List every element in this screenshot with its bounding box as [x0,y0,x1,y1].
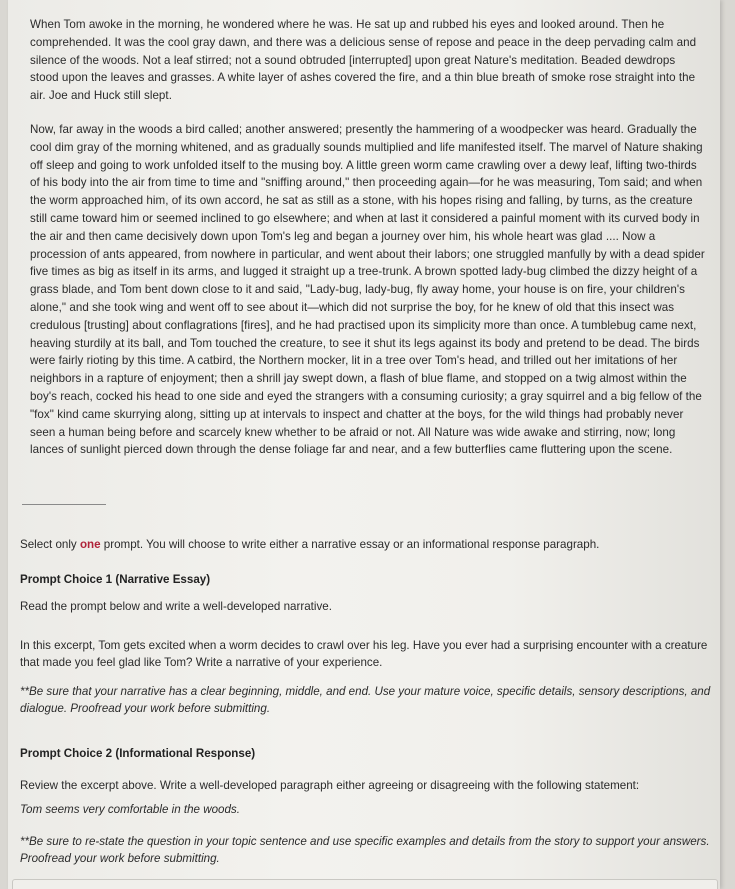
instructions-highlight: one [79,538,101,551]
excerpt-paragraph-1: When Tom awoke in the morning, he wondered where he was. He sat up and rubbed his eyes and looked around. Then he comprehended. It was the cool gray dawn, and there was a delicious sense of repose and peace in the deep pervading calm and silence of the woods. Not a leaf stirred; not a sound obtruded [interrupted] upon great Nature's meditation. Beaded dewdrops stood upon the leaves and grasses. A white layer of ashes covered the fire, and a thin blue breath of smoke rose straight into the air. Joe and Huck still slept. [30,18,697,103]
prompt2-note: **Be sure to re-state the question in your topic sentence and use specific examples and details from the story to support your answers. Proofread your work before submitting. [20,835,710,865]
prompt1-note: **Be sure that your narrative has a clear beginning, middle, and end. Use your mature voice, specific details, sensory descriptions, and dialogue. Proofread your work before submitting. [20,685,711,715]
story-excerpt [30,16,706,459]
excerpt-paragraph-2: Now, far away in the woods a bird called; another answered; presently the hammering of a woodpecker was heard. Gradually the cool dim gray of the morning whitened, and as gradually sounds multiplied and life manifested itself. The marvel of Nature shaking off sleep and going to work unfolded itself to the musing boy. A little green worm came crawling over a dewy leaf, lifting two-thirds of his body into the air from time to time and "sniffing around," then proceeding again—for he was measuring, Tom said; and when the worm approached him, of its own accord, he sat as still as a stone, with his hopes rising and falling, by turns, as the creature still came toward him or seemed inclined to go elsewhere; and when at last it considered a painful moment with its curved body in the air and then came decisively down upon Tom's leg and began a journey over him, his whole heart was glad .... Now a procession of ants appeared, from nowhere in particular, and went about their labors; one struggled manfully by with a dead spider five times as big as itself in its arms, and lugged it straight up a tree-trunk. A brown spotted lady-bug climbed the dizzy height of a grass blade, and Tom bent down close to it and said, "Lady-bug, lady-bug, fly away home, your house is on fire, your children's alone," and she took wing and went off to see about it—which did not surprise the boy, for he knew of old that this insect was credulous [trusting] about conflagrations [fires], and he had practised upon its simplicity more than once. A tumblebug came next, heaving sturdily at its ball, and Tom touched the creature, to see it shut its legs against its body and pretend to be dead. The birds were fairly rioting by this time. A catbird, the Northern mocker, lit in a tree over Tom's head, and trilled out her imitations of her neighbors in a rapture of enjoyment; then a shrill jay swept down, a flash of blue flame, and stopped on a twig almost within the boy's reach, cocked his head to one side and eyed the strangers with a consuming curiosity; a gray squirrel and a big fellow of the "fox" kind came skurrying along, sitting up at intervals to inspect and chatter at the boys, for the wild things had probably never seen a human being before and scarcely knew whether to be afraid or not. All Nature was wide awake and stirring, now; long lances of sunlight pierced down through the dense foliage far and near, and a few butterflies came fluttering upon the scene. [30,122,705,457]
document-page [8,0,720,889]
prompt2-intro: Review the excerpt above. Write a well-developed paragraph either agreeing or disagreeing with the following statement: [20,779,640,792]
prompt2-statement: Tom seems very comfortable in the woods. [20,803,240,816]
instructions-after: prompt. You will choose to write either a narrative essay or an informational response paragraph. [100,538,600,551]
prompt1-heading: Prompt Choice 1 (Narrative Essay) [20,573,211,586]
section-divider [22,504,106,505]
prompt1-intro: Read the prompt below and write a well-developed narrative. [20,600,332,613]
instructions [20,536,714,553]
response-text-area[interactable] [12,879,718,889]
prompt1-question: In this excerpt, Tom gets excited when a worm decides to crawl over his leg. Have you ever had a surprising encounter with a creature that made you feel glad like Tom? Write a narrative of your experience. [20,639,708,669]
prompt2-heading: Prompt Choice 2 (Informational Response) [20,747,256,760]
instructions-before: Select only [20,538,80,551]
